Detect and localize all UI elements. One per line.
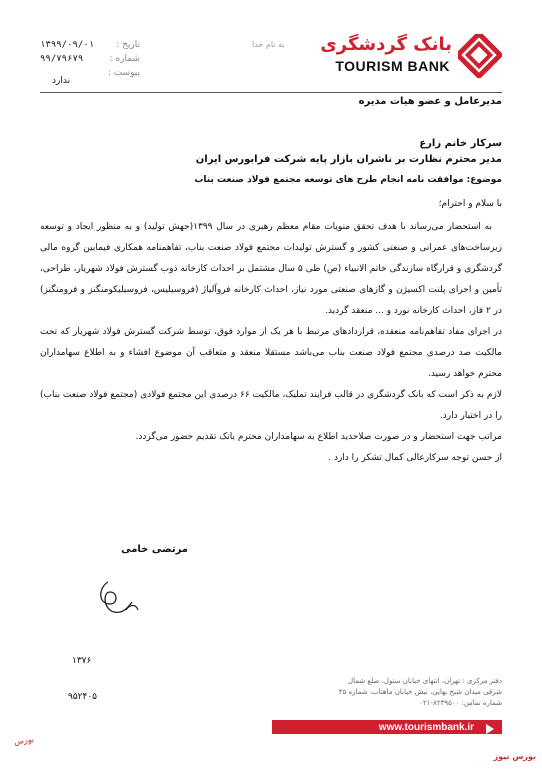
invocation-text: به نام خدا — [252, 40, 285, 49]
bank-logo-icon — [458, 34, 502, 78]
recipient-name: سرکار خانم زارع — [419, 138, 502, 149]
bank-name-fa: بانک گردشگری — [320, 34, 452, 55]
header-divider — [40, 92, 502, 93]
bottom-logo: بورس — [13, 734, 35, 747]
recipient-title: مدیر محترم نظارت بر ناشران بازار پایه شرکت فرابورس ایران — [195, 154, 502, 165]
footer-address-line: شماره تماس: ۸۲۳۹۵۰۰-۰۲۱ — [419, 699, 502, 707]
document-code: ۹۵۲۴۰۵ — [68, 692, 98, 702]
watermark: بورس نیوز — [493, 752, 536, 761]
sender-title: مدیرعامل و عضو هیات مدیره — [358, 96, 502, 107]
signatory-name: مرتضی خامی — [121, 544, 188, 555]
letter-body — [40, 138, 502, 469]
letter-paragraph: به استحضار می‌رساند با هدف تحقق منویات مقام معظم رهبری در سال ۱۳۹۹(جهش تولید) و به منظور ایجاد و توسعه زیرساخت‌های عمرانی و صنعتی کشور و گسترش تولیدات مجتمع فولاد صنعت بناب، تفاهمنامه همکاری فیمابین گروه مالی گردشگری و قرارگاه سازندگی خاتم الانبیاء (ص) طی ۵ سال مشتمل بر احداث کارخانه ذوب گسترش فولاد شهریار، طراحی، تأمین و اجرای پلنت اکسیژن و گازهای صنعتی مورد نیاز، احداث کارخانه فروآلیاژ (فروسیلیس، فروسیلیکومنگنز و فرومنگنز) در ۲ فاز، احداث کارخانه نورد و ... منعقد گردید. — [40, 222, 502, 316]
meta-attachment-value: ندارد — [52, 76, 71, 86]
meta-attachment-label: پیوست : — [107, 68, 140, 78]
letter-paragraph: از حسن توجه سرکارعالی کمال تشکر را دارد . — [328, 453, 502, 463]
letter-paragraph: در اجرای مفاد تفاهم‌نامه منعقده، قراردادهای مرتبط با هر یک از موارد فوق، توسط شرکت گسترش فولاد شهریار که تحت مالکیت صد درصدی مجتمع فولاد صنعت بناب می‌باشد مستقلا منعقد و متعاقب آن موضوع افشاء و به اطلاع سهامداران محترم خواهد رسید. — [40, 327, 502, 379]
handwritten-signature — [88, 574, 148, 624]
meta-number-value: ۹۹/۷۹۶۷۹ — [40, 54, 84, 64]
letter-meta — [40, 38, 140, 80]
letter-paragraph: لازم به ذکر است که بانک گردشگری در قالب فرایند تملیک، مالکیت ۶۶ درصدی این مجتمع فولادی (مجتمع فولاد صنعت بناب) را در اختیار دارد. — [40, 390, 502, 421]
footer-address-line: دفتر مرکزی : تهران، انتهای خیابان ستول، ضلع شمال — [348, 677, 502, 685]
footer-address — [282, 676, 502, 709]
meta-date-row — [40, 38, 140, 52]
arrow-right-icon — [486, 724, 494, 734]
reference-code: ۱۳۷۶ — [72, 656, 92, 666]
meta-number-label: شماره : — [109, 54, 140, 64]
bank-name-en: TOURISM BANK — [335, 58, 450, 74]
meta-date-value: ۱۳۹۹/۰۹/۰۱ — [40, 40, 95, 50]
letter-paragraph: مراتب جهت استحضار و در صورت صلاحدید اطلاع به سهامداران محترم بانک تقدیم حضور می‌گردد. — [135, 432, 502, 442]
bank-logo — [282, 34, 502, 74]
footer-website: www.tourismbank.ir — [378, 722, 474, 733]
meta-date-label: تاریخ : — [116, 40, 140, 50]
letter-subject: موضوع: موافقت نامه انجام طرح های توسعه مجتمع فولاد صنعت بناب — [194, 175, 502, 185]
letter-greeting: با سلام و احترام؛ — [438, 199, 502, 209]
meta-number-row — [40, 52, 140, 66]
footer-address-line: شرقی میدان شیخ بهایی، نبش خیابان ماهتاب، شماره ۴۵ — [338, 688, 502, 696]
